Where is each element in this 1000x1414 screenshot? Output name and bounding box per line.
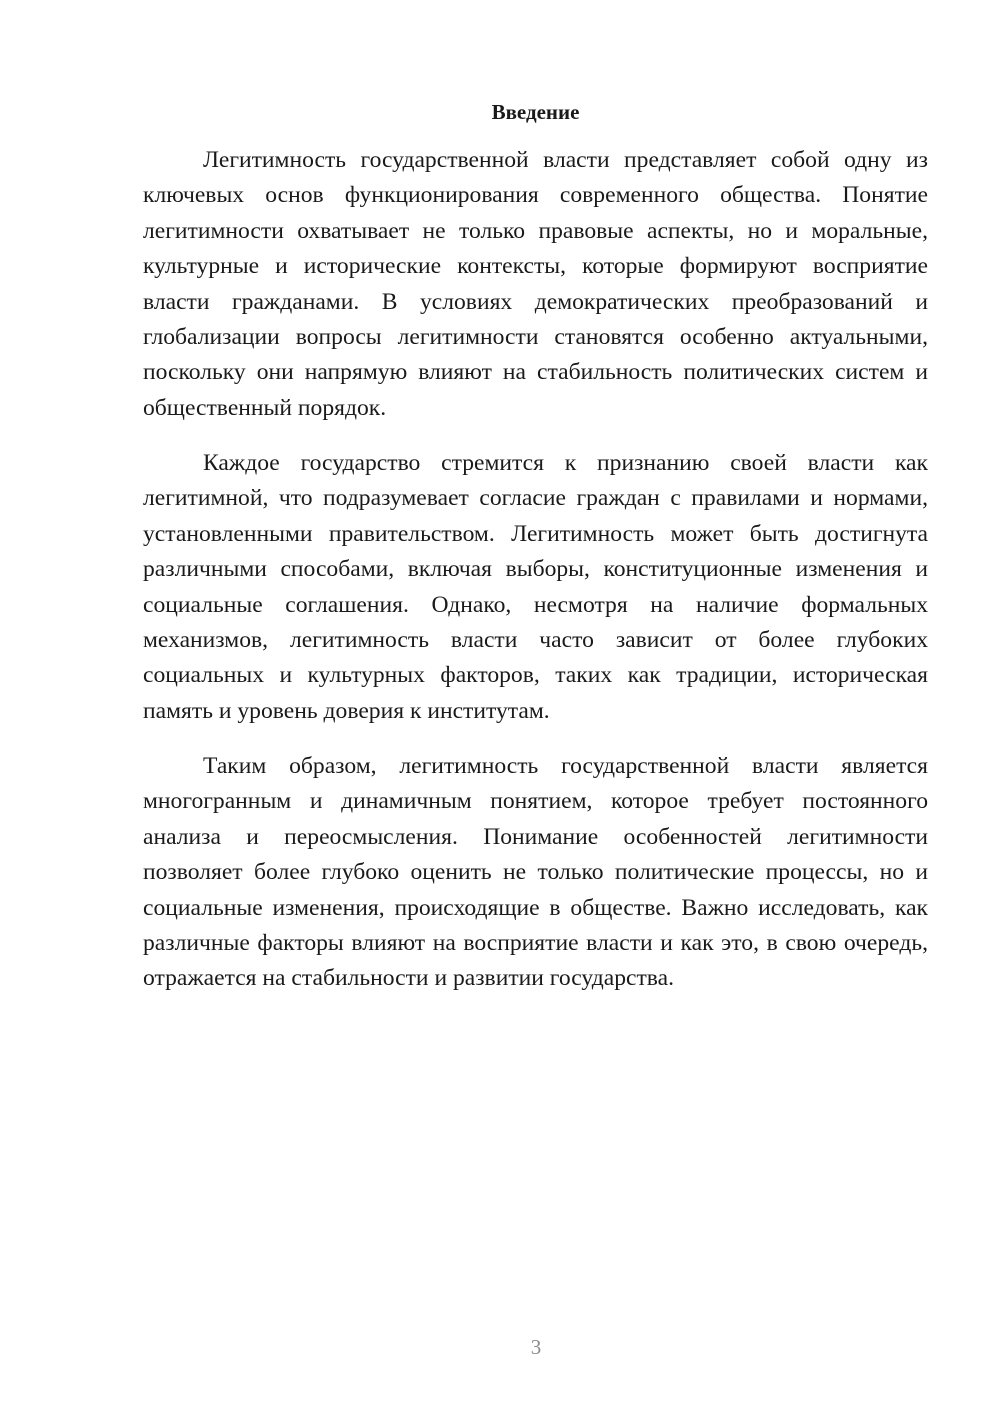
- paragraph-3: Таким образом, легитимность государственной власти является многогранным и динамичным понятием, которое требует постоянного анализа и переосмысления. Понимание особенностей легитимности позволяет более глубоко оценить не только политические процессы, но и социальные изменения, происходящие в обществе. Важно исследовать, как различные факторы влияют на восприятие власти и как это, в свою очередь, отражается на стабильности и развитии государства.: [143, 753, 928, 992]
- section-heading: Введение: [491, 100, 580, 124]
- paragraph-2: Каждое государство стремится к признанию своей власти как легитимной, что подразумевает согласие граждан с правилами и нормами, установленными правительством. Легитимность может быть достигнута различными способами, включая выборы, конституционные изменения и социальные соглашения. Однако, несмотря на наличие формальных механизмов, легитимность власти часто зависит от более глубоких социальных и культурных факторов, таких как традиции, историческая память и уровень доверия к институтам.: [143, 450, 928, 724]
- page-number: 3: [530, 1335, 542, 1359]
- paragraph-1: Легитимность государственной власти представляет собой одну из ключевых основ функционирования современного общества. Понятие легитимности охватывает не только правовые аспекты, но и моральные, культурные и исторические контексты, которые формируют восприятие власти гражданами. В условиях демократических преобразований и глобализации вопросы легитимности становятся особенно актуальными, поскольку они напрямую влияют на стабильность политических систем и общественный порядок.: [143, 147, 928, 421]
